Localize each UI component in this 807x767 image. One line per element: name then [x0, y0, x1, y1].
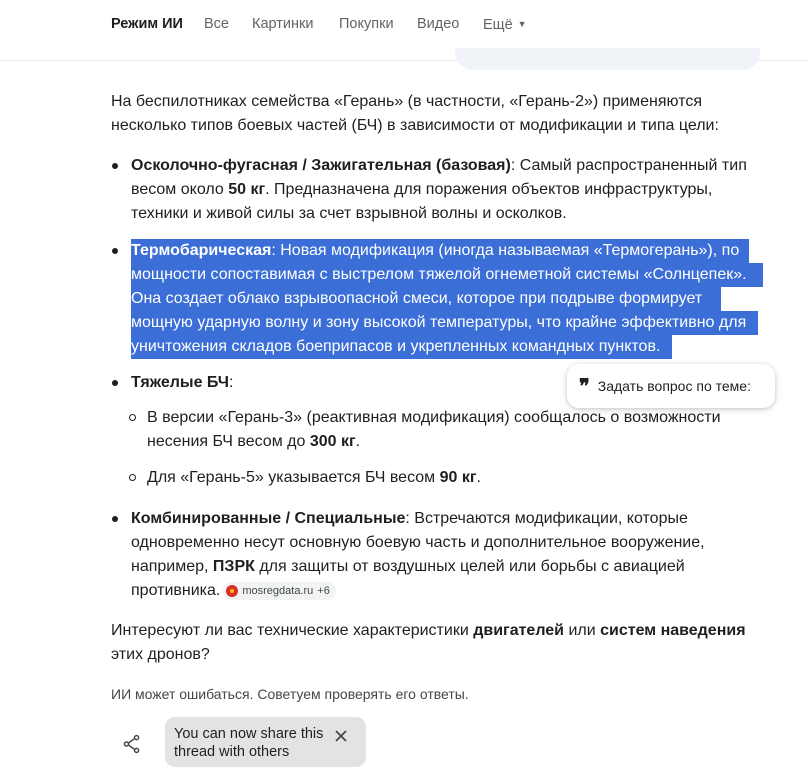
item-title: Термобарическая: [131, 242, 272, 259]
item-text: Для «Герань-5» указывается БЧ весом: [147, 469, 440, 486]
item-text: несения БЧ весом до: [147, 433, 310, 450]
item-text: или: [564, 622, 601, 639]
item-value: 90 кг: [439, 469, 477, 486]
close-icon[interactable]: [331, 726, 351, 746]
sub-list-item-line: [147, 430, 360, 454]
list-item: [131, 507, 688, 531]
item-text: :: [229, 374, 234, 391]
item-value: 300 кг: [309, 433, 356, 450]
item-title: Комбинированные / Специальные: [131, 510, 406, 527]
list-item-line: уничтожения складов боеприпасов и укрепленных командных пунктов.: [131, 338, 661, 355]
item-value: двигателей: [473, 622, 565, 639]
sub-bullet-icon: [129, 414, 136, 421]
item-value: ПЗРК: [212, 558, 255, 575]
chevron-down-icon: ▼: [517, 19, 527, 29]
tab-images[interactable]: Картинки: [252, 16, 314, 32]
list-item-line: мощности сопоставимая с выстрелом тяжелой огнеметной системы «Солнцепек».: [131, 266, 747, 283]
list-item-line: одновременно несут основную боевую часть и дополнительное вооружение,: [131, 534, 705, 551]
item-title: Тяжелые БЧ: [131, 374, 230, 391]
list-item-line: Она создает облако взрывоопасной смеси, которое при подрыве формирует: [131, 290, 703, 307]
tab-ai-mode[interactable]: Режим ИИ: [111, 16, 183, 32]
item-text: : Самый распространенный тип: [510, 157, 747, 174]
list-item-line: техники и живой силы за счет взрывной волны и осколков.: [131, 205, 567, 222]
share-icon[interactable]: [121, 733, 143, 755]
tab-shopping[interactable]: Покупки: [339, 16, 394, 32]
bullet-icon: [112, 248, 118, 254]
user-query-bubble: [455, 48, 760, 70]
tab-more-label: Ещё: [483, 17, 513, 33]
item-text: весом около: [131, 181, 229, 198]
tooltip-text: You can now share this: [174, 726, 324, 742]
sub-list-item: [147, 466, 481, 490]
item-text: .: [476, 469, 481, 486]
bullet-icon: [112, 516, 118, 522]
list-item-line: [131, 178, 712, 202]
item-title: Осколочно-фугасная / Зажигательная (базовая): [131, 157, 511, 174]
ai-disclaimer: ИИ может ошибаться. Советуем проверять его ответы.: [111, 686, 469, 702]
item-text: . Предназначена для поражения объектов инфраструктуры,: [265, 181, 713, 198]
tab-all[interactable]: Все: [204, 16, 229, 32]
source-count: +6: [317, 585, 330, 597]
item-text: : Новая модификация (иногда называемая «Термогерань»), по: [271, 242, 740, 259]
item-text: для защиты от воздушных целей или борьбы с авиацией: [254, 558, 685, 575]
bullet-icon: [112, 380, 118, 386]
ask-question-button[interactable]: [567, 364, 775, 408]
item-text: .: [355, 433, 361, 450]
item-text: Интересуют ли вас технические характеристики: [111, 622, 474, 639]
ask-question-label: Задать вопрос по теме:: [597, 378, 751, 394]
tab-more[interactable]: [483, 15, 527, 34]
source-domain: mosregdata.ru: [242, 585, 314, 597]
bullet-icon: [112, 163, 118, 169]
item-value: систем наведения: [600, 622, 746, 639]
intro-line: На беспилотниках семейства «Герань» (в частности, «Герань-2») применяются: [111, 93, 703, 110]
item-value: 50 кг: [228, 181, 266, 198]
list-item: [131, 371, 234, 395]
source-chip[interactable]: [223, 582, 335, 600]
list-item: [131, 239, 739, 263]
list-item-line: мощную ударную волну и зону высокой температуры, что крайне эффективно для: [131, 314, 747, 331]
tab-video[interactable]: Видео: [417, 16, 460, 32]
item-text: например,: [131, 558, 213, 575]
list-item-line: [131, 555, 685, 579]
followup-text-line: этих дронов?: [111, 646, 210, 663]
list-item-line: [131, 579, 336, 603]
quote-icon: ❞: [579, 374, 590, 398]
item-text: : Встречаются модификации, которые: [405, 510, 688, 527]
tooltip-text: thread with others: [174, 744, 290, 760]
followup-text: [111, 619, 746, 643]
sub-list-item: В версии «Герань-3» (реактивная модификация) сообщалось о возможности: [147, 409, 721, 426]
intro-line: несколько типов боевых частей (БЧ) в зависимости от модификации и типа цели:: [111, 117, 719, 134]
item-text: противника.: [131, 582, 221, 599]
list-item: [131, 154, 747, 178]
sub-bullet-icon: [129, 474, 136, 481]
site-favicon-icon: [226, 585, 238, 597]
